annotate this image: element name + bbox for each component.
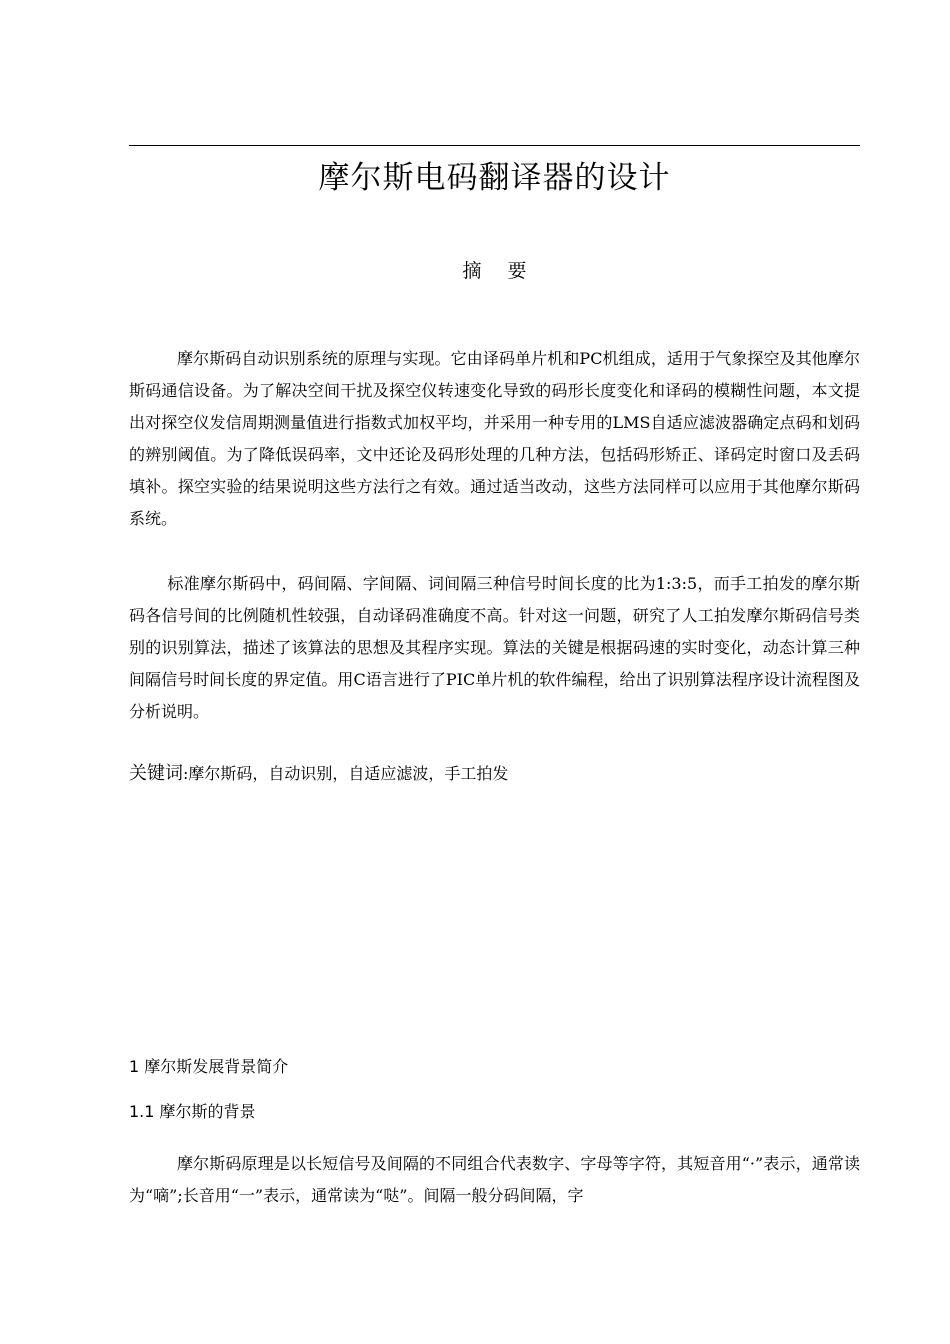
abstract-paragraph: 摩尔斯码自动识别系统的原理与实现。它由译码单片机和PC机组成，适用于气象探空及其他摩尔斯码通信设备。为了解决空间干扰及探空仪转速变化导致的码形长度变化和译码的模糊性问题，本文提出对探空仪发信周期测量值进行指数式加权平均，并采用一种专用的LMS自适应滤波器确定点码和划码的辨别阈值。为了降低误码率，文中还论及码形处理的几种方法，包括码形矫正、译码定时窗口及丢码填补。探空实验的结果说明这些方法行之有效。通过适当改动，这些方法同样可以应用于其他摩尔斯码系统。 [129,349,860,528]
keywords-label: 关键词 [129,763,183,784]
section-paragraph: 摩尔斯码原理是以长短信号及间隔的不同组合代表数字、字母等字符，其短音用“·”表示，通常读为“嘀”;长音用“一”表示，通常读为“哒”。间隔一般分码间隔，字 [129,1154,860,1205]
section-heading: 1 摩尔斯发展背景简介 [129,1057,289,1076]
subsection-heading: 1.1 摩尔斯的背景 [129,1102,256,1121]
header-rule [129,145,860,146]
keywords-text: :摩尔斯码，自动识别，自适应滤波，手工拍发 [183,764,509,783]
document-title: 摩尔斯电码翻译器的设计 [318,160,671,196]
abstract-paragraph: 标准摩尔斯码中，码间隔、字间隔、词间隔三种信号时间长度的比为1:3:5，而手工拍发的摩尔斯码各信号间的比例随机性较强，自动译码准确度不高。针对这一问题，研究了人工拍发摩尔斯码信号类别的识别算法，描述了该算法的思想及其程序实现。算法的关键是根据码速的实时变化，动态计算三种间隔信号时间长度的界定值。用C语言进行了PIC单片机的软件编程，给出了识别算法程序设计流程图及分析说明。 [129,574,860,721]
abstract-heading: 摘 要 [462,260,537,282]
keywords-line [129,760,860,788]
